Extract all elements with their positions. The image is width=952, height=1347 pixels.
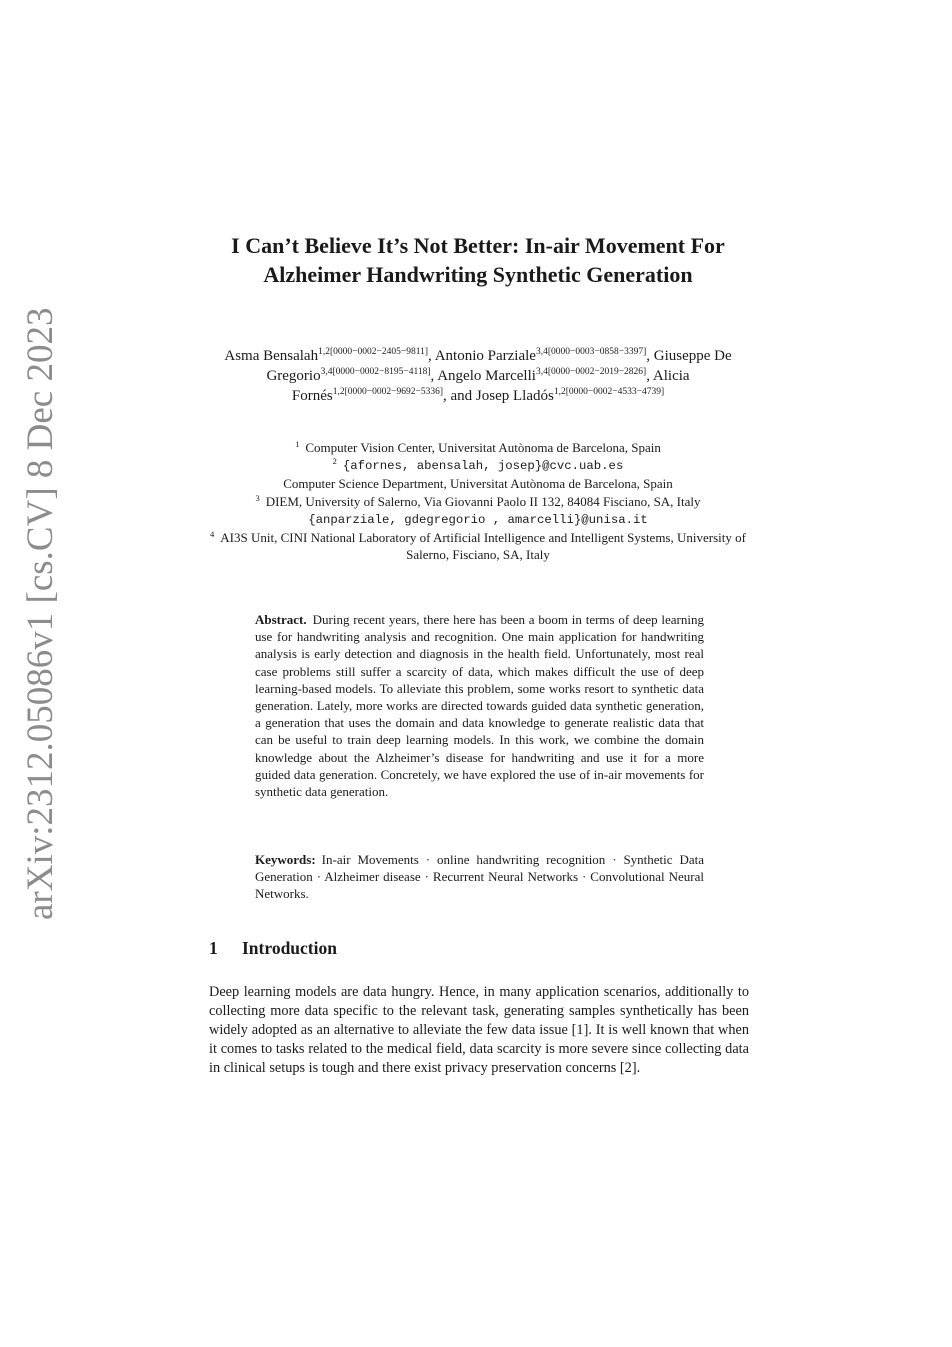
author-orcid: 1,2[0000−0002−4533−4739]	[553, 387, 665, 397]
affiliation: Computer Science Department, Universitat Autònoma de Barcelona, Spain	[283, 476, 673, 492]
author	[435, 348, 647, 364]
paper-title: I Can’t Believe It’s Not Better: In-air Movement For Alzheimer Handwriting Synthetic Generation	[231, 233, 725, 287]
author-name: Alicia Fornés	[291, 368, 690, 404]
author-name: Asma Bensalah	[224, 348, 319, 364]
section-title: Introduction	[242, 938, 337, 958]
section-number: 1	[209, 938, 218, 958]
abstract-label: Abstract.	[255, 612, 307, 627]
author-orcid: 1,2[0000−0002−2405−9811]	[318, 347, 429, 357]
author	[224, 348, 428, 364]
email: {anparziale, gdegregorio , amarcelli}@unisa.it	[308, 512, 648, 527]
body-paragraph: Deep learning models are data hungry. Hence, in many application scenarios, additionally to collecting more data specific to the relevant task, generating samples synthetically has been widely adopted as an alternative to alleviate the few data issue [1]. It is well known that when it comes to tasks related to the medical field, data scarcity is more severe since collecting data in clinical setups is tough and there exist privacy preservation concerns [2].	[209, 984, 749, 1077]
affiliation-list	[200, 439, 756, 563]
affiliation: $^1$ Computer Vision Center, Universitat Autònoma de Barcelona, Spain	[295, 439, 661, 455]
author-name: Josep Lladós	[475, 388, 554, 404]
author-orcid: 1,2[0000−0002−9692−5336]	[332, 387, 443, 397]
author-list: Asma Bensalah$^{1,2[0000-0002-2405-9811]}$, Antonio Parziale$^{3,4[0000-0003-0858-3397]}$, Giuseppe De Gregorio$^{3,4[0000-0002-8195-4118]}$, Angelo Marcelli$^{3,4[0000-0002-2019-2826]}$, Alicia Fornés$^{1,2[0000-0002-9692-5336]}$, and Josep Lladós$^{1,2[0000-0002-4533-4739]}$	[224, 347, 732, 404]
affiliation	[200, 510, 756, 529]
section-heading	[209, 936, 337, 960]
abstract-text: During recent years, there here has been a boom in terms of deep learning use for handwriting analysis and recognition. One main application for handwriting analysis is early detection and diagnosis in the health field. Unfortunately, most real case problems still suffer a scarcity of data, which makes difficult the use of deep learning-based models. To alleviate this problem, some works resort to synthetic data generation. Lately, more works are directed towards guided data synthetic generation, a generation that uses the domain and data knowledge to generate realistic data that can be useful to train deep learning models. In this work, we combine the domain knowledge about the Alzheimer’s disease for handwriting and use it for a more guided data generation. Concretely, we have explored the use of in-air movements for synthetic data generation.	[255, 612, 704, 800]
keywords-label: Keywords:	[255, 852, 316, 867]
affiliation: $^3$ DIEM, University of Salerno, Via Giovanni Paolo II 132, 84084 Fisciano, SA, Italy	[255, 492, 701, 509]
author-name: Giuseppe De Gregorio	[266, 348, 732, 384]
keywords-text: In-air Movements · online handwriting recognition · Synthetic Data Generation · Alzheimer disease · Recurrent Neural Networks · Convolutional Neural Networks.	[255, 852, 704, 902]
affiliation: $^2$ {afornes, abensalah, josep}@cvc.uab.es	[332, 456, 624, 474]
author-orcid: 3,4[0000−0002−8195−4118]	[320, 367, 431, 377]
email: {afornes, abensalah, josep}@cvc.uab.es	[342, 459, 624, 474]
author-name: Antonio Parziale	[434, 348, 536, 364]
author	[476, 388, 664, 404]
affiliation: $^4$ AI3S Unit, CINI National Laboratory of Artificial Intelligence and Intelligent Systems, University of Salerno, Fisciano, SA, Italy	[210, 529, 746, 563]
author-orcid: 3,4[0000−0002−2019−2826]	[535, 367, 647, 377]
arxiv-identifier: arXiv:2312.05086v1 [cs.CV] 8 Dec 2023	[20, 307, 61, 920]
keywords	[255, 851, 704, 903]
author-name: Angelo Marcelli	[437, 368, 536, 384]
author-orcid: 3,4[0000−0003−0858−3397]	[535, 347, 647, 357]
author	[437, 368, 646, 384]
abstract	[255, 611, 704, 800]
